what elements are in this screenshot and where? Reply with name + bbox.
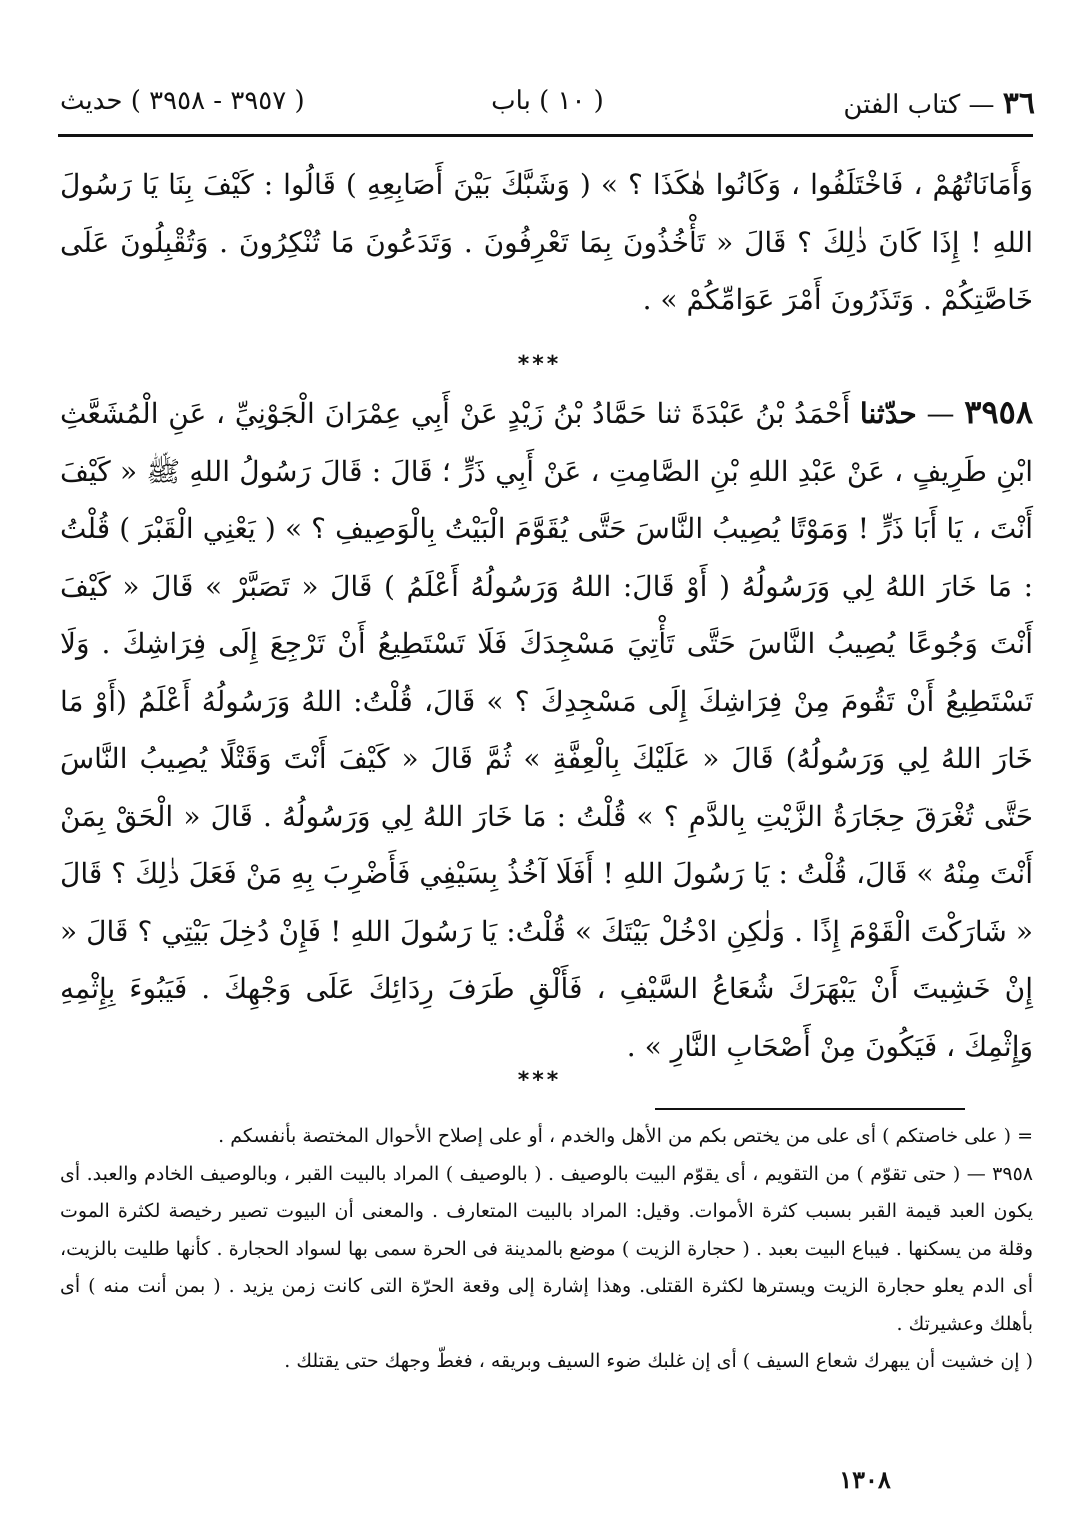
header-chapter: ( ١٠ ) باب [491, 86, 604, 116]
running-header [60, 86, 1035, 132]
section-separator: *** [517, 352, 562, 377]
header-page-number: ٣٦ [1002, 86, 1035, 121]
footnote-item: ( إن خشيت أن يبهرك شعاع السيف ) أى إن غلبك ضوء السيف وبريقه ، فغطّ وجهك حتى يقتلك . [284, 1350, 1033, 1372]
hadith-number: ٣٩٥٨ [964, 393, 1034, 431]
footnote-item: = ( على خاصتكم ) أى على من يختص بكم من الأهل والخدم ، أو على إصلاح الأحوال المختصة بأنفسكم . [218, 1125, 1033, 1147]
page-number-bottom: ١٣٠٨ [839, 1465, 891, 1494]
footnotes [60, 1118, 1033, 1381]
section-separator-end: *** [517, 1068, 562, 1093]
hadith-dash: — [926, 397, 955, 430]
continuation-paragraph: وَأَمَانَاتُهُمْ ، فَاخْتَلَفُوا ، وَكَانُوا هٰكَذَا ؟ » ( وَشَبَّكَ بَيْنَ أَصَابِعِهِ ) قَالُوا : كَيْفَ بِنَا يَا رَسُولَ اللهِ ! إِذَا كَانَ ذٰلِكَ ؟ قَالَ « تَأْخُذُونَ بِمَا تَعْرِفُونَ . وَتَدَعُونَ مَا تُنْكِرُونَ . وَتُقْبِلُونَ عَلَى خَاصَّتِكُمْ . وَتَذَرُونَ أَمْرَ عَوَامِّكُمْ » . [60, 168, 1033, 316]
footnote-rule [655, 1108, 965, 1110]
header-title-text: — كتاب الفتن [843, 90, 995, 120]
footnote-item: ٣٩٥٨ — ( حتى تقوّم ) من التقويم ، أى يقوّم البيت بالوصيف . ( بالوصيف ) المراد بالبيت القبر ، وبالوصيف الخادم والعبد. أى يكون العبد قيمة القبر بسبب كثرة الأموات. وقيل: المراد بالبيت المتعارف . والمعنى أن البيوت تصير رخيصة لكثرة الموت وقلة من يسكنها . فيباع البيت بعبد . ( حجارة الزيت ) موضع بالمدينة فى الحرة سمى بها لسواد الحجارة . كأنها طليت بالزيت، أى الدم يعلو حجارة الزيت ويسترها لكثرة القتلى. وهذا إشارة إلى وقعة الحرّة التى كانت زمن يزيد . ( بمن أنت منه ) أى بأهلك وعشيرتك . [60, 1162, 1033, 1335]
hadith-paragraph [60, 384, 1033, 1075]
header-book-title [843, 86, 1035, 121]
header-rule [58, 134, 1033, 137]
hadith-text: أَحْمَدُ بْنُ عَبْدَةَ ثنا حَمَّادُ بْنُ زَيْدٍ عَنْ أَبِي عِمْرَانَ الْجَوْنِيِّ ، عَنِ الْمُشَعَّثِ ابْنِ طَرِيفٍ ، عَنْ عَبْدِ اللهِ بْنِ الصَّامِتِ ، عَنْ أَبِي ذَرٍّ ؛ قَالَ : قَالَ رَسُولُ اللهِ ﷺ « كَيْفَ أَنْتَ ، يَا أَبَا ذَرٍّ ! وَمَوْتًا يُصِيبُ النَّاسَ حَتَّى يُقَوَّمَ الْبَيْتُ بِالْوَصِيفِ ؟ » ( يَعْنِي الْقَبْرَ ) قُلْتُ : مَا خَارَ اللهُ لِي وَرَسُولُهُ ( أَوْ قَالَ: اللهُ وَرَسُولُهُ أَعْلَمُ ) قَالَ « تَصَبَّرْ » قَالَ « كَيْفَ أَنْتَ وَجُوعًا يُصِيبُ النَّاسَ حَتَّى تَأْتِيَ مَسْجِدَكَ فَلَا تَسْتَطِيعُ أَنْ تَرْجِعَ إِلَى فِرَاشِكَ . وَلَا تَسْتَطِيعُ أَنْ تَقُومَ مِنْ فِرَاشِكَ إِلَى مَسْجِدِكَ ؟ » قَالَ، قُلْتُ: اللهُ وَرَسُولُهُ أَعْلَمُ (أَوْ مَا خَارَ اللهُ لِي وَرَسُولُهُ) قَالَ « عَلَيْكَ بِالْعِفَّةِ » ثُمَّ قَالَ « كَيْفَ أَنْتَ وَقَتْلًا يُصِيبُ النَّاسَ حَتَّى تُغْرَقَ حِجَارَةُ الزَّيْتِ بِالدَّمِ ؟ » قُلْتُ : مَا خَارَ اللهُ لِي وَرَسُولُهُ . قَالَ « الْحَقْ بِمَنْ أَنْتَ مِنْهُ » قَالَ، قُلْتُ : يَا رَسُولَ اللهِ ! أَفَلَا آخُذُ بِسَيْفِي فَأَضْرِبَ بِهِ مَنْ فَعَلَ ذٰلِكَ ؟ قَالَ « شَارَكْتَ الْقَوْمَ إِذًا . وَلٰكِنِ ادْخُلْ بَيْتَكَ » قُلْتُ: يَا رَسُولَ اللهِ ! فَإِنْ دُخِلَ بَيْتِي ؟ قَالَ « إِنْ خَشِيتَ أَنْ يَبْهَرَكَ شُعَاعُ السَّيْفِ ، فَأَلْقِ طَرَفَ رِدَائِكَ عَلَى وَجْهِكَ . فَيَبُوءَ بِإِثْمِهِ وَإِثْمِكَ ، فَيَكُونَ مِنْ أَصْحَابِ النَّارِ » . [60, 397, 1034, 1063]
haddathana-label: حدّثنا [859, 397, 917, 430]
header-hadith-range: ( ٣٩٥٧ - ٣٩٥٨ ) حديث [60, 86, 305, 116]
